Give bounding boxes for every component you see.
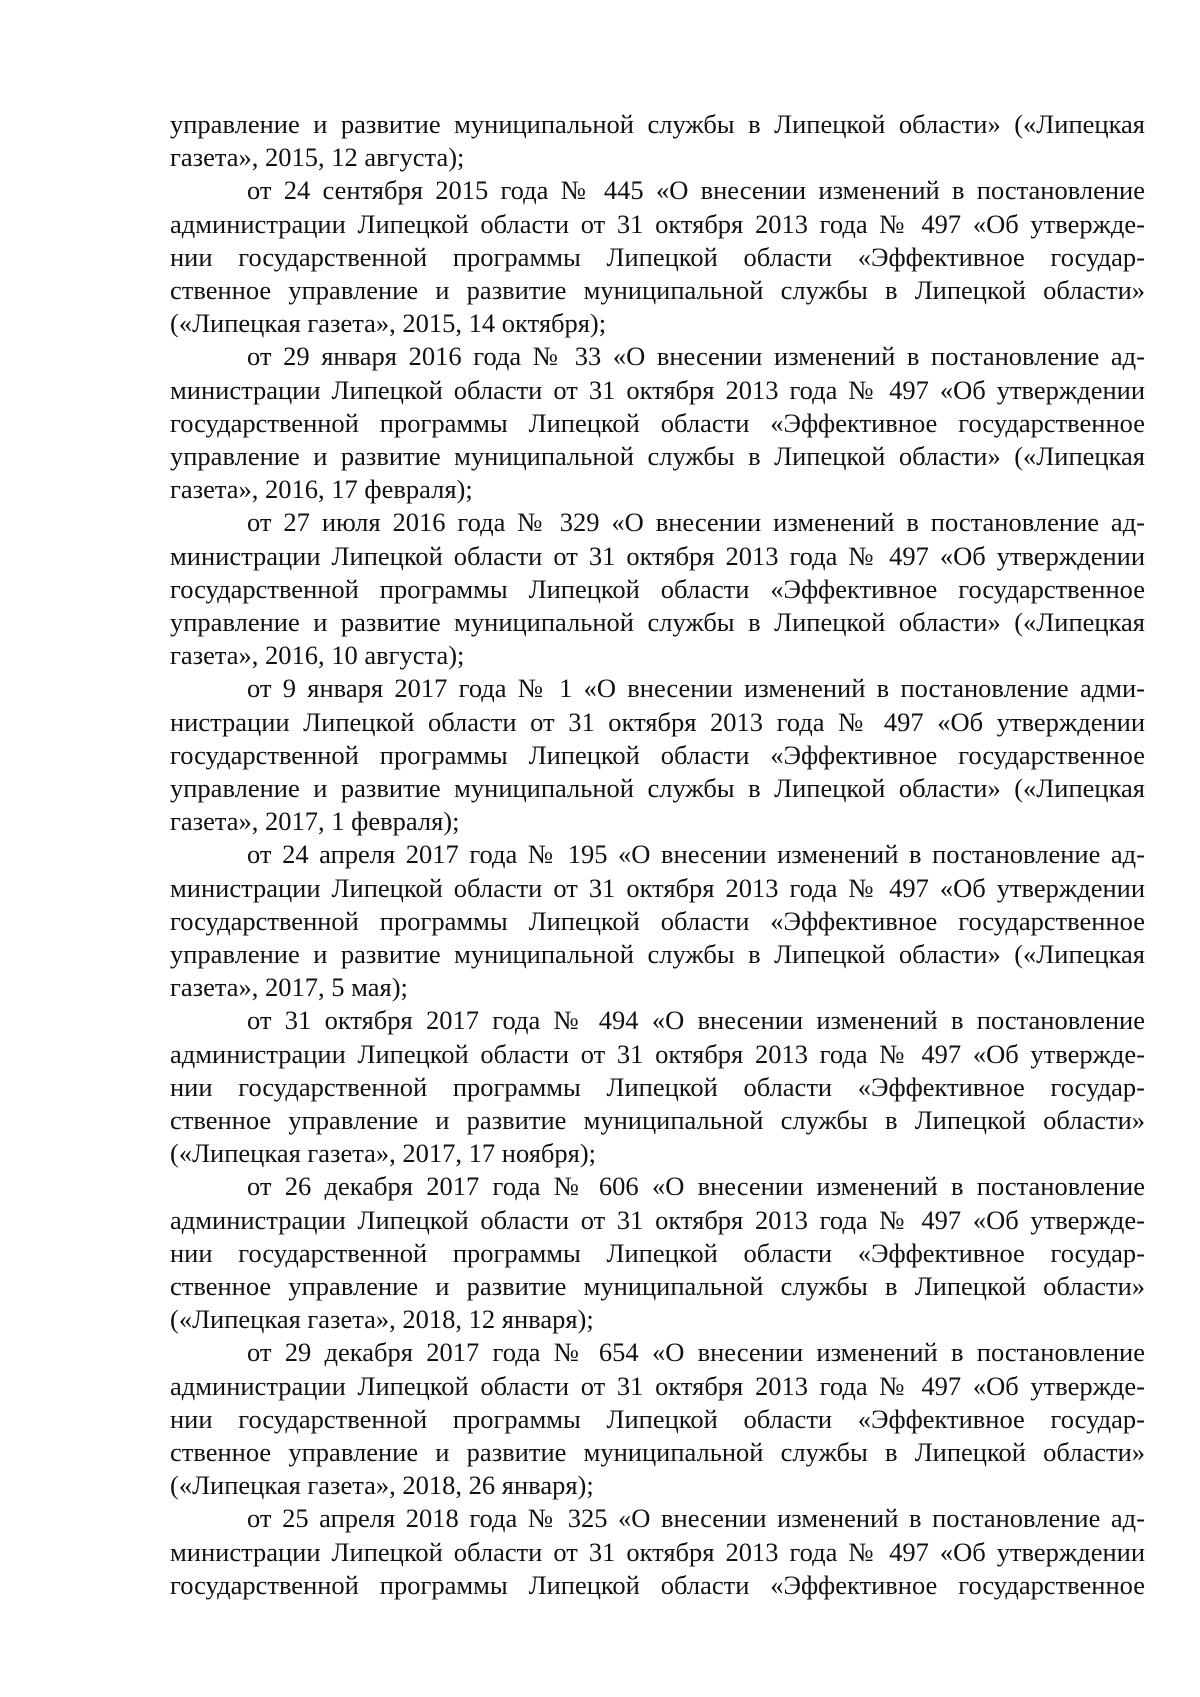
- text-line: управление и развитие муниципальной службы в Липецкой области» («Липецкая: [170, 939, 1145, 969]
- text-line: газета», 2016, 17 февраля);: [170, 474, 473, 505]
- text-line: министрации Липецкой области от 31 октября 2013 года № 497 «Об утверждении: [170, 1536, 1145, 1567]
- text-line: нии государственной программы Липецкой области «Эффективное государ-: [170, 241, 1145, 272]
- text-line: государственной программы Липецкой области «Эффективное государственное: [170, 905, 1145, 936]
- text-line: государственной программы Липецкой области «Эффективное государственное: [170, 573, 1145, 604]
- text-line: государственной программы Липецкой области «Эффективное государственное: [170, 1569, 1145, 1600]
- text-line: государственной программы Липецкой области «Эффективное государственное: [170, 739, 1145, 770]
- text-line: («Липецкая газета», 2018, 12 января);: [170, 1304, 594, 1335]
- text-line: министрации Липецкой области от 31 октября 2013 года № 497 «Об утверждении: [170, 540, 1145, 571]
- paragraph-first-line: от 29 декабря 2017 года № 654 «О внесении изменений в постановление: [247, 1337, 1145, 1368]
- text-line: ственное управление и развитие муниципальной службы в Липецкой области»: [170, 1105, 1145, 1135]
- paragraph-first-line: от 27 июля 2016 года № 329 «О внесении изменений в постановление ад-: [247, 507, 1145, 538]
- text-line: ственное управление и развитие муниципальной службы в Липецкой области»: [170, 1271, 1145, 1301]
- text-line: ственное управление и развитие муниципальной службы в Липецкой области»: [170, 275, 1145, 305]
- text-line: управление и развитие муниципальной службы в Липецкой области» («Липецкая: [170, 773, 1145, 803]
- paragraph-first-line: от 29 января 2016 года № 33 «О внесении изменений в постановление ад-: [247, 341, 1145, 372]
- paragraph-first-line: от 31 октября 2017 года № 494 «О внесении изменений в постановление: [247, 1005, 1145, 1036]
- text-line: нии государственной программы Липецкой области «Эффективное государ-: [170, 1071, 1145, 1102]
- paragraph-first-line: от 25 апреля 2018 года № 325 «О внесении изменений в постановление ад-: [247, 1503, 1145, 1534]
- text-line: управление и развитие муниципальной службы в Липецкой области» («Липецкая: [170, 109, 1145, 139]
- text-line: администрации Липецкой области от 31 октября 2013 года № 497 «Об утвержде-: [170, 1204, 1145, 1235]
- text-line: администрации Липецкой области от 31 октября 2013 года № 497 «Об утвержде-: [170, 208, 1145, 239]
- text-line: администрации Липецкой области от 31 октября 2013 года № 497 «Об утвержде-: [170, 1038, 1145, 1069]
- text-line: газета», 2017, 1 февраля);: [170, 806, 460, 837]
- text-line: нии государственной программы Липецкой области «Эффективное государ-: [170, 1237, 1145, 1268]
- text-line: администрации Липецкой области от 31 октября 2013 года № 497 «Об утвержде-: [170, 1370, 1145, 1401]
- text-line: газета», 2016, 10 августа);: [170, 640, 465, 671]
- text-line: министрации Липецкой области от 31 октября 2013 года № 497 «Об утверждении: [170, 872, 1145, 903]
- text-line: газета», 2015, 12 августа);: [170, 142, 465, 173]
- text-line: государственной программы Липецкой области «Эффективное государственное: [170, 407, 1145, 438]
- text-line: нии государственной программы Липецкой области «Эффективное государ-: [170, 1403, 1145, 1434]
- text-line: ственное управление и развитие муниципальной службы в Липецкой области»: [170, 1437, 1145, 1467]
- text-line: («Липецкая газета», 2018, 26 января);: [170, 1470, 594, 1501]
- paragraph-first-line: от 24 сентября 2015 года № 445 «О внесении изменений в постановление: [247, 175, 1145, 206]
- paragraph-first-line: от 26 декабря 2017 года № 606 «О внесении изменений в постановление: [247, 1171, 1145, 1202]
- text-line: министрации Липецкой области от 31 октября 2013 года № 497 «Об утверждении: [170, 374, 1145, 405]
- text-line: управление и развитие муниципальной службы в Липецкой области» («Липецкая: [170, 607, 1145, 637]
- text-line: нистрации Липецкой области от 31 октября 2013 года № 497 «Об утверждении: [170, 706, 1145, 737]
- text-line: («Липецкая газета», 2017, 17 ноября);: [170, 1138, 597, 1169]
- text-line: управление и развитие муниципальной службы в Липецкой области» («Липецкая: [170, 441, 1145, 471]
- paragraph-first-line: от 24 апреля 2017 года № 195 «О внесении изменений в постановление ад-: [247, 839, 1145, 870]
- text-line: газета», 2017, 5 мая);: [170, 972, 408, 1003]
- paragraph-first-line: от 9 января 2017 года № 1 «О внесении изменений в постановление адми-: [247, 673, 1145, 704]
- text-line: («Липецкая газета», 2015, 14 октября);: [170, 308, 607, 339]
